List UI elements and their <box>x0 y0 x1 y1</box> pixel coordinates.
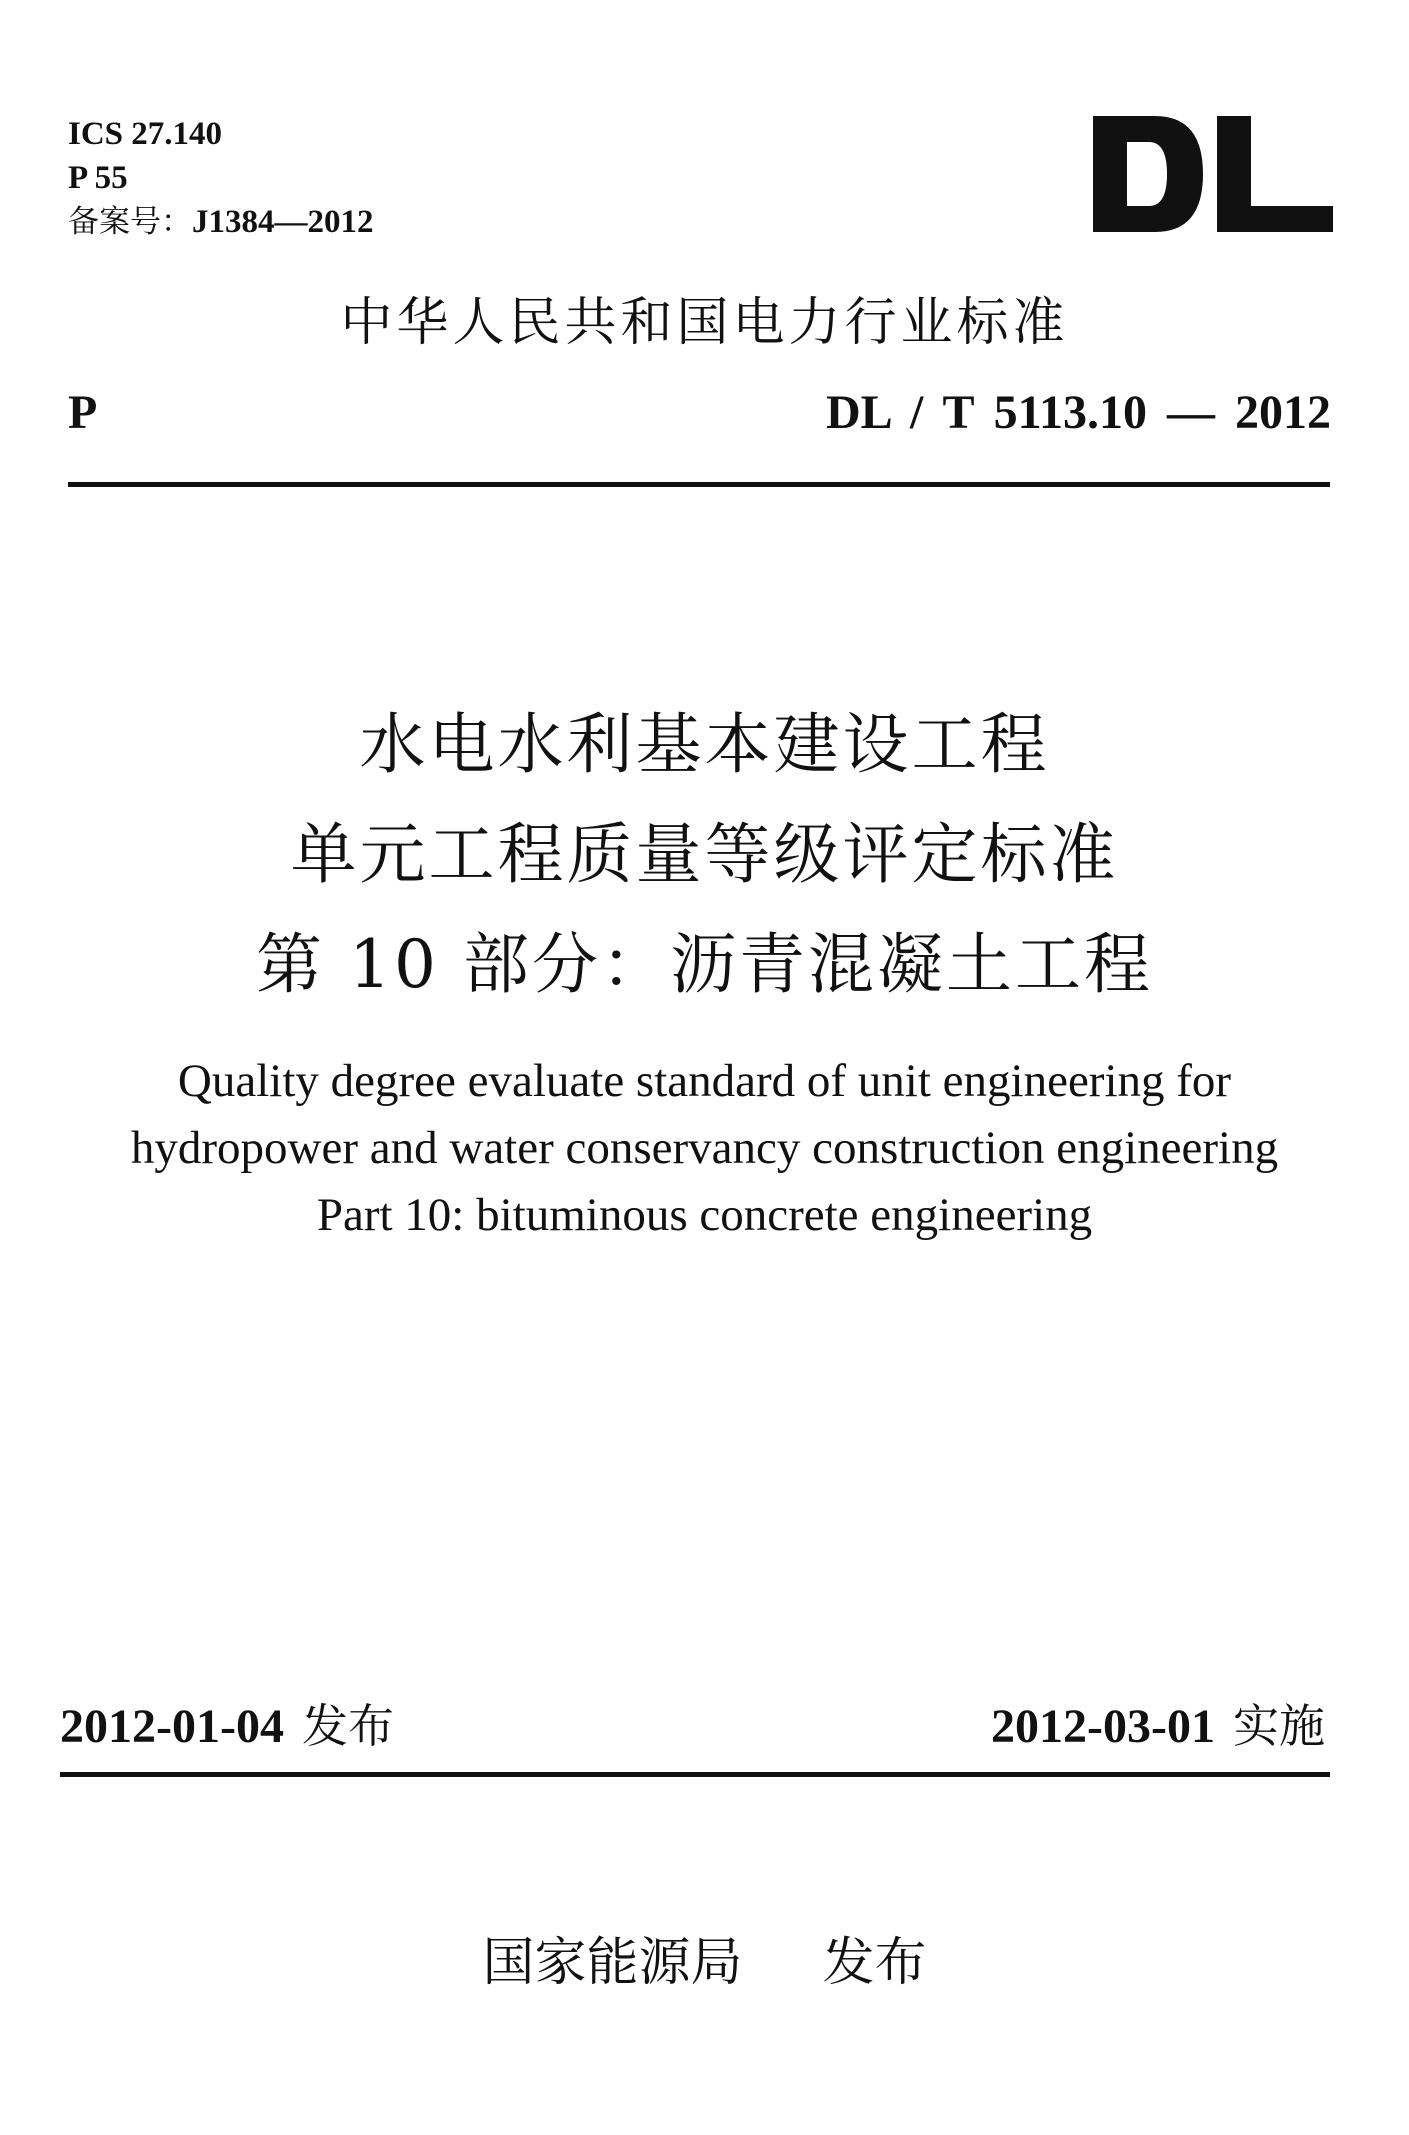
class-code: P 55 <box>68 160 128 196</box>
header-divider <box>68 482 1330 487</box>
category-title: 中华人民共和国电力行业标准 <box>340 293 1069 353</box>
publisher-label: 发布 <box>822 1933 927 1993</box>
title-cn-line-1: 水电水利基本建设工程 <box>359 706 1050 783</box>
implementation-date-value: 2012-03-01 <box>991 1700 1215 1753</box>
filing-label: 备案号： <box>68 204 192 240</box>
title-en-line-1: Quality degree evaluate standard of unit engineering for <box>177 1055 1232 1107</box>
footer-divider <box>60 1772 1330 1777</box>
title-en-line-3: Part 10: bituminous concrete engineering <box>316 1189 1093 1241</box>
standard-number: DL / T 5113.10 — 2012 <box>826 386 1331 439</box>
publisher-name: 国家能源局 <box>482 1933 743 1993</box>
title-cn-line-2: 单元工程质量等级评定标准 <box>290 816 1119 893</box>
implementation-label: 实施 <box>1233 1699 1325 1753</box>
filing-number: J1384—2012 <box>192 204 374 240</box>
classification-codes <box>68 112 374 244</box>
release-date <box>60 1690 394 1756</box>
title-cn-line-3: 第 10 部分：沥青混凝土工程 <box>256 926 1153 1003</box>
release-date-value: 2012-01-04 <box>60 1700 284 1753</box>
title-en-line-2: hydropower and water conservancy construction engineering <box>130 1122 1279 1174</box>
release-label: 发布 <box>301 1699 394 1753</box>
publisher <box>0 1920 1409 1995</box>
dl-logo <box>1085 112 1335 237</box>
classification-letter: P <box>68 386 98 439</box>
implementation-date <box>991 1690 1325 1756</box>
filing-record <box>68 200 374 244</box>
ics-code: ICS 27.140 <box>68 116 223 152</box>
